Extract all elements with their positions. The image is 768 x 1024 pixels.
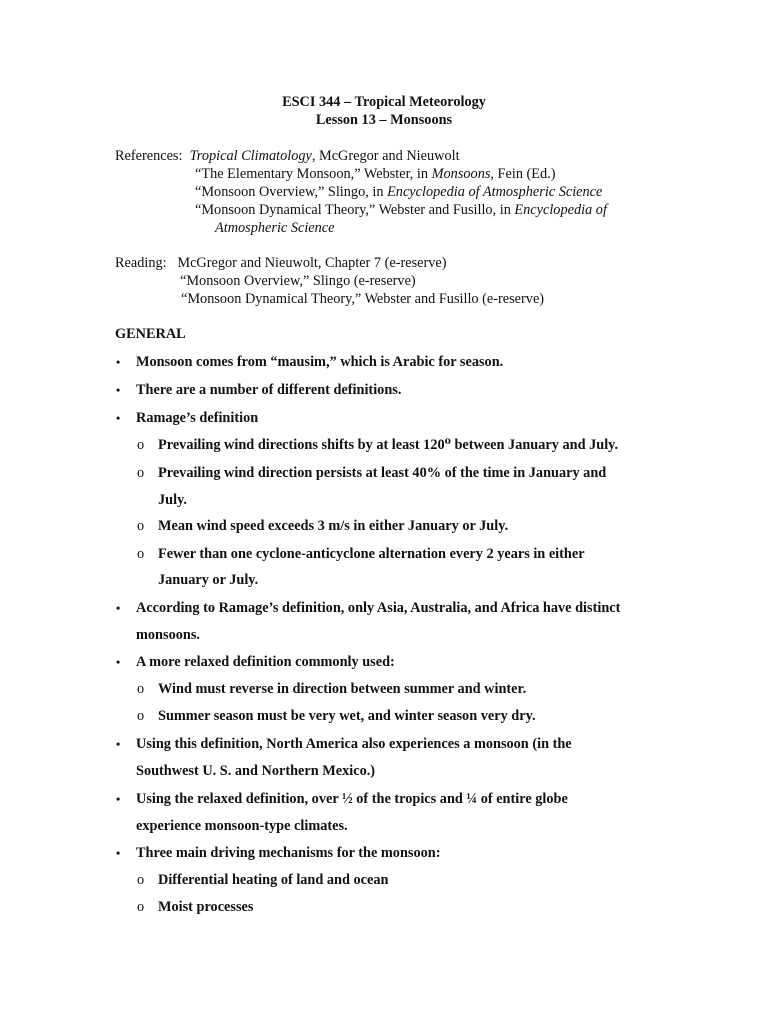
bullet-item-cont: Southwest U. S. and Northern Mexico.) [136, 763, 376, 779]
bullet-glyph: • [116, 737, 121, 751]
reading-item-1: McGregor and Nieuwolt, Chapter 7 (e-reserve) [177, 255, 447, 271]
reference-line-2 [195, 165, 556, 183]
sub-bullet-glyph: o [137, 518, 145, 534]
sub-bullet-glyph: o [137, 708, 145, 724]
sub-bullet-item: Summer season must be very wet, and winter season very dry. [158, 708, 536, 724]
bullet-item: Ramage’s definition [136, 410, 259, 426]
reference-line-1 [115, 147, 460, 165]
reference-2-post: , Fein (Ed.) [490, 166, 556, 182]
reference-3-pre: “Monsoon Overview,” Slingo, in [195, 184, 388, 200]
bullet-item: Using this definition, North America also experiences a monsoon (in the [136, 736, 572, 752]
reading-item-2: “Monsoon Overview,” Slingo (e-reserve) [180, 273, 416, 289]
sub-bullet-item: Prevailing wind direction persists at least 40% of the time in January and [158, 465, 607, 481]
sub-bullet-glyph: o [137, 872, 145, 888]
bullet-glyph: • [116, 792, 121, 806]
reference-2-title: Monsoons [431, 166, 491, 182]
reading-item-3: “Monsoon Dynamical Theory,” Webster and Fusillo (e-reserve) [181, 291, 545, 307]
sub-bullet-glyph: o [137, 437, 145, 453]
sub-bullet-item: Moist processes [158, 899, 254, 915]
reference-2-pre: “The Elementary Monsoon,” Webster, in [195, 166, 432, 182]
sub-bullet-item: Prevailing wind directions shifts by at least 120⁰ between January and July. [158, 437, 619, 453]
bullet-glyph: • [116, 411, 121, 425]
reference-1-rest: , McGregor and Nieuwolt [311, 148, 460, 164]
sub-bullet-item: Mean wind speed exceeds 3 m/s in either January or July. [158, 518, 509, 534]
bullet-glyph: • [116, 846, 121, 860]
reference-1-title: Tropical Climatology [189, 148, 312, 164]
sub-bullet-item: Fewer than one cyclone-anticyclone alternation every 2 years in either [158, 546, 585, 562]
sub-bullet-glyph: o [137, 465, 145, 481]
reading-label: Reading: [115, 255, 167, 271]
reference-3-title: Encyclopedia of Atmospheric Science [387, 184, 603, 200]
sub-bullet-item: Wind must reverse in direction between summer and winter. [158, 681, 527, 697]
sub-bullet-glyph: o [137, 899, 145, 915]
sub-bullet-item-cont: January or July. [158, 572, 259, 588]
bullet-item: Three main driving mechanisms for the monsoon: [136, 845, 441, 861]
reference-4-title: Encyclopedia of [514, 202, 607, 218]
reference-line-4 [195, 201, 607, 219]
bullet-glyph: • [116, 601, 121, 615]
sub-bullet-item-cont: July. [158, 492, 188, 508]
reference-line-4-cont [215, 219, 335, 237]
reference-4-pre: “Monsoon Dynamical Theory,” Webster and Fusillo, in [195, 202, 515, 218]
reference-line-3 [195, 183, 602, 201]
reference-4-cont: Atmospheric Science [215, 220, 335, 236]
general-heading: GENERAL [115, 326, 186, 342]
lesson-title: Lesson 13 – Monsoons [315, 112, 453, 128]
course-title: ESCI 344 – Tropical Meteorology [282, 94, 486, 110]
bullet-item-cont: experience monsoon-type climates. [136, 818, 348, 834]
bullet-item: A more relaxed definition commonly used: [136, 654, 395, 670]
sub-bullet-glyph: o [137, 546, 145, 562]
bullet-glyph: • [116, 383, 121, 397]
bullet-item: There are a number of different definitions. [136, 382, 402, 398]
bullet-glyph: • [116, 355, 121, 369]
references-label: References: [115, 148, 183, 164]
bullet-item: Using the relaxed definition, over ½ of the tropics and ¼ of entire globe [136, 791, 568, 807]
reading-line-1 [115, 254, 447, 272]
bullet-item: Monsoon comes from “mausim,” which is Arabic for season. [136, 354, 504, 370]
bullet-item-cont: monsoons. [136, 627, 200, 643]
sub-bullet-glyph: o [137, 681, 145, 697]
bullet-item: According to Ramage’s definition, only Asia, Australia, and Africa have distinct [136, 600, 621, 616]
bullet-glyph: • [116, 655, 121, 669]
sub-bullet-item: Differential heating of land and ocean [158, 872, 389, 888]
